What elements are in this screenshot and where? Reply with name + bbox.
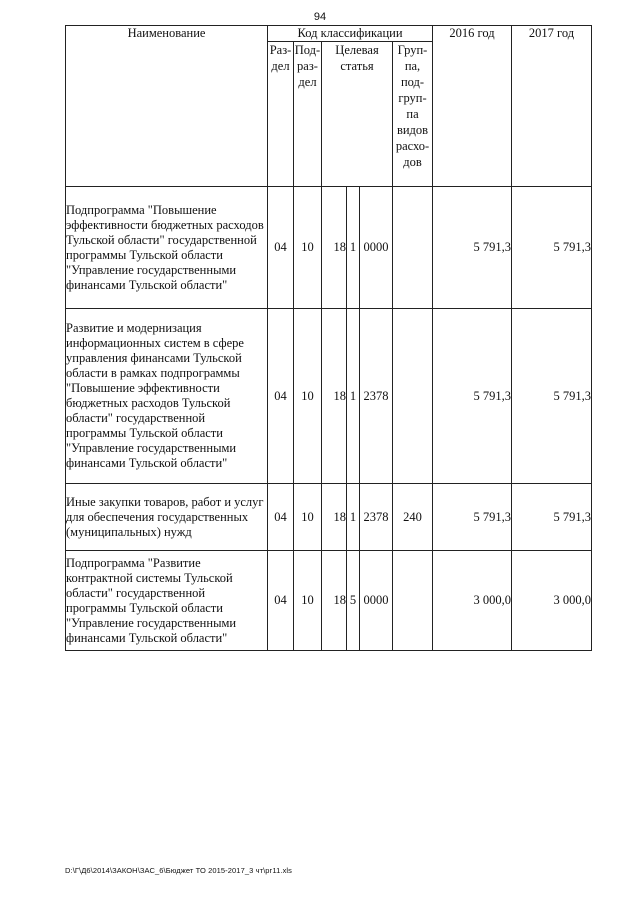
row-expense-group (393, 187, 433, 309)
header-year-2017: 2017 год (512, 26, 592, 187)
row-name: Подпрограмма "Развитие контрактной системы Тульской области" государственной программы Тульской области "Управление государственными финансами Тульской области" (66, 551, 268, 651)
row-subsection: 10 (294, 309, 322, 484)
row-section: 04 (268, 309, 294, 484)
row-section: 04 (268, 484, 294, 551)
row-program: 18 (322, 551, 347, 651)
row-direction: 2378 (360, 484, 393, 551)
row-section: 04 (268, 551, 294, 651)
header-name: Наименование (66, 26, 268, 187)
row-subsection: 10 (294, 187, 322, 309)
header-section: Раз- дел (268, 42, 294, 187)
table-row (66, 484, 592, 551)
row-subprogram: 5 (347, 551, 360, 651)
row-amount-2016: 5 791,3 (433, 309, 512, 484)
file-path-footer: D:\Г\Д6\2014\ЗАКОН\ЗАС_6\Бюджет ТО 2015-2017_3 чт\рг11.xls (65, 866, 293, 875)
row-program: 18 (322, 187, 347, 309)
row-amount-2016: 5 791,3 (433, 484, 512, 551)
header-year-2016: 2016 год (433, 26, 512, 187)
row-subsection: 10 (294, 484, 322, 551)
table-row (66, 309, 592, 484)
row-name: Подпрограмма "Повышение эффективности бюджетных расходов Тульской области" государственной программы Тульской области "Управление государственными финансами Тульской области" (66, 187, 268, 309)
row-name: Развитие и модернизация информационных систем в сфере управления финансами Тульской области в рамках подпрограммы "Повышение эффективности бюджетных расходов Тульской области" государственной программы Тульской области "Управление государственными финансами Тульской области" (66, 309, 268, 484)
row-direction: 0000 (360, 187, 393, 309)
table-row (66, 551, 592, 651)
table-row (66, 187, 592, 309)
header-subsection: Под- раз- дел (294, 42, 322, 187)
row-name: Иные закупки товаров, работ и услуг для обеспечения государственных (муниципальных) нужд (66, 484, 268, 551)
row-expense-group (393, 551, 433, 651)
header-classification: Код классификации (268, 26, 433, 42)
row-amount-2016: 5 791,3 (433, 187, 512, 309)
row-program: 18 (322, 309, 347, 484)
row-subsection: 10 (294, 551, 322, 651)
row-expense-group (393, 309, 433, 484)
page-number: 94 (313, 11, 327, 23)
row-direction: 2378 (360, 309, 393, 484)
row-amount-2017: 3 000,0 (512, 551, 592, 651)
row-amount-2017: 5 791,3 (512, 484, 592, 551)
row-subprogram: 1 (347, 187, 360, 309)
budget-table (65, 25, 592, 651)
row-expense-group: 240 (393, 484, 433, 551)
row-amount-2017: 5 791,3 (512, 309, 592, 484)
row-subprogram: 1 (347, 484, 360, 551)
row-subprogram: 1 (347, 309, 360, 484)
row-direction: 0000 (360, 551, 393, 651)
row-amount-2016: 3 000,0 (433, 551, 512, 651)
row-amount-2017: 5 791,3 (512, 187, 592, 309)
header-expense-group: Груп- па, под- груп- па видов расхо- дов (393, 42, 433, 187)
row-section: 04 (268, 187, 294, 309)
row-program: 18 (322, 484, 347, 551)
header-target-article: Целевая статья (322, 42, 393, 187)
